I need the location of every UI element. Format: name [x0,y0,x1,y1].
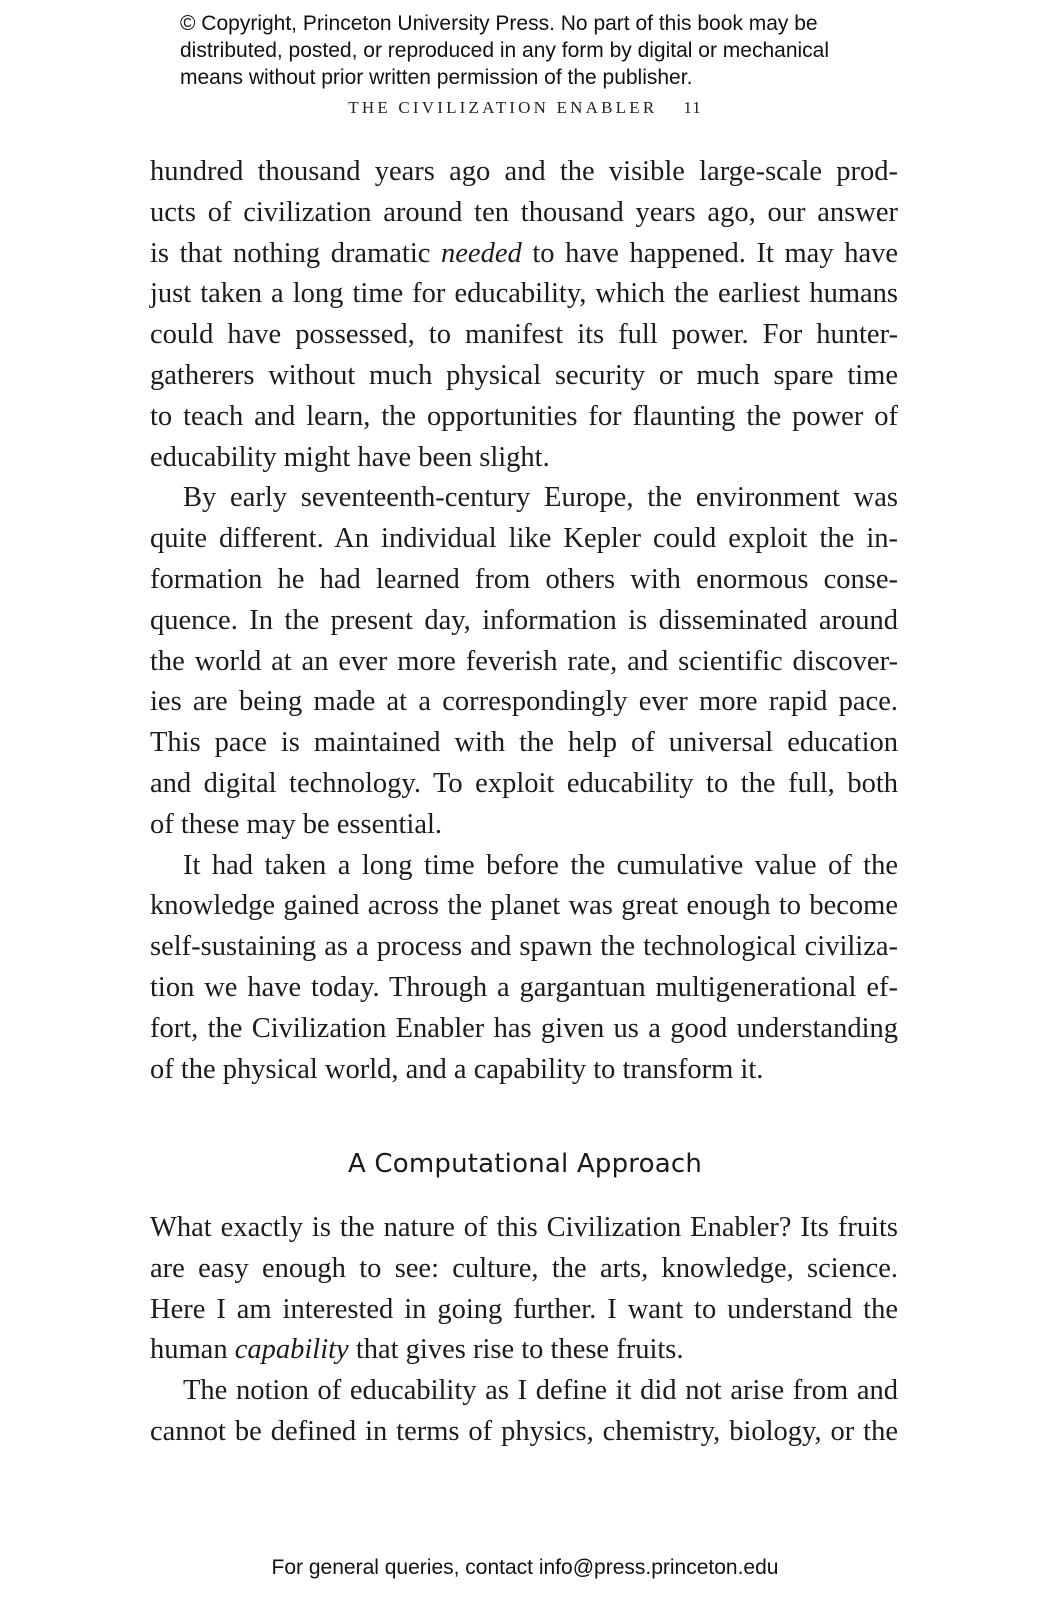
text-line: of these may be essential. [150,808,443,840]
text-line: By early seventeenth-century Europe, the environment was [183,482,898,514]
text-line: hundred thousand years ago and the visible large-scale prod- [150,156,898,187]
text-line: ies are being made at a correspondingly ever more rapid pace. [150,686,898,718]
text-fragment: that gives rise to these fruits. [348,1334,684,1366]
text-line [150,1330,898,1371]
text-line: just taken a long time for educability, which the earliest humans [150,278,898,310]
text-line: knowledge gained across the planet was great enough to become [150,890,898,922]
body-text-bottom [150,1208,898,1453]
page-number: 11 [683,98,702,117]
text-line: ucts of civilization around ten thousand years ago, our answer [150,196,898,228]
text-line: educability might have been slight. [150,441,550,473]
text-line: self-sustaining as a process and spawn the technological civiliza- [150,931,898,963]
text-line [150,234,898,275]
text-line: gatherers without much physical security or much spare time [150,359,898,391]
text-line: formation he had learned from others with enormous conse- [150,563,898,595]
text-line: could have possessed, to manifest its full power. For hunter- [150,319,898,351]
section-heading: A Computational Approach [347,1149,703,1179]
text-fragment: is that nothing dramatic [150,237,442,269]
footer-contact: For general queries, contact info@press.princeton.edu [271,1556,779,1579]
text-line: to teach and learn, the opportunities for flaunting the power of [150,400,898,432]
text-line: the world at an ever more feverish rate, and scientific discover- [150,645,898,677]
text-fragment: to have happened. It may have [521,237,898,269]
text-line: What exactly is the nature of this Civilization Enabler? Its fruits [150,1212,898,1243]
text-fragment: human [150,1334,235,1366]
text-line: quite different. An individual like Kepler could exploit the in- [150,523,898,555]
text-line: are easy enough to see: culture, the arts, knowledge, science. [150,1252,898,1284]
copyright-line: © Copyright, Princeton University Press. No part of this book may be [180,12,818,35]
text-line: quence. In the present day, information is disseminated around [150,604,898,636]
copyright-notice [180,10,940,91]
copyright-line: means without prior written permission of the publisher. [180,66,693,89]
text-line: Here I am interested in going further. I want to understand the [150,1293,898,1325]
running-head [0,98,1050,118]
body-text-top [150,152,898,1090]
text-line: and digital technology. To exploit educability to the full, both [150,767,898,799]
italic-word: capability [234,1334,349,1366]
text-line: fort, the Civilization Enabler has given us a good understanding [150,1012,898,1044]
copyright-line: distributed, posted, or reproduced in any form by digital or mechanical [180,39,830,62]
text-line: tion we have today. Through a gargantuan multigenerational ef- [150,971,898,1003]
text-line: The notion of educability as I define it did not arise from and [183,1375,898,1407]
text-line: This pace is maintained with the help of universal education [150,727,898,759]
running-head-title: THE CIVILIZATION ENABLER [348,98,658,117]
text-line: cannot be defined in terms of physics, chemistry, biology, or the [150,1415,898,1447]
text-line: It had taken a long time before the cumulative value of the [183,849,898,881]
text-line: of the physical world, and a capability to transform it. [150,1053,764,1085]
italic-word: needed [441,237,522,269]
